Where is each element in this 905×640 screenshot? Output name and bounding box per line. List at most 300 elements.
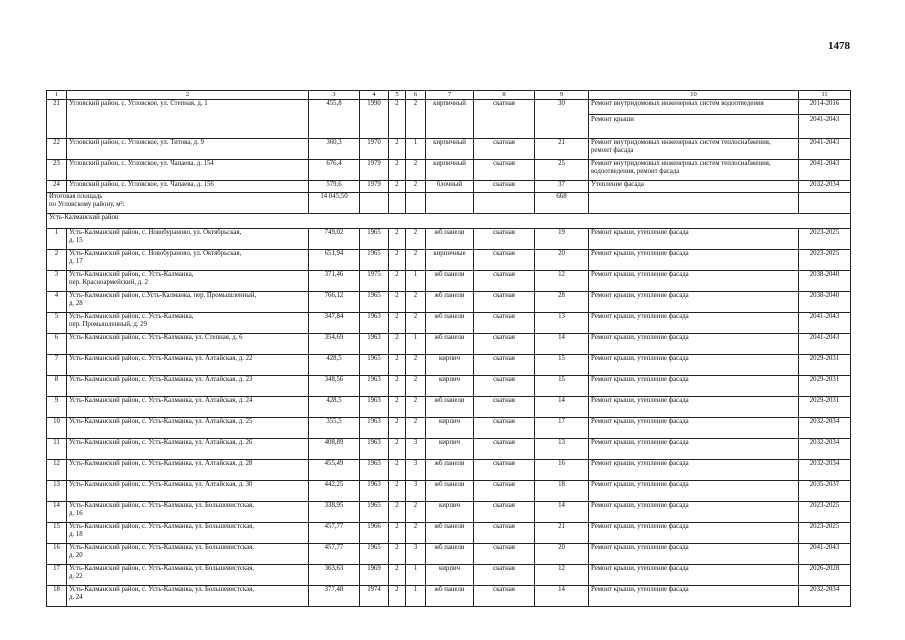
empty-cell (799, 193, 851, 214)
table-row (47, 523, 851, 544)
column-number: 5 (389, 91, 406, 100)
column-number: 1 (47, 91, 67, 100)
empty-cell (406, 193, 426, 214)
address-cell (67, 565, 309, 586)
entrances-cell: 2 (406, 313, 426, 334)
address-line: Усть-Калманский район, с. Усть-Калманка, ул. Большевистская, (69, 586, 254, 593)
period-cell: 2029-2031 (799, 376, 851, 397)
address-line: Усть-Калманский район, с. Усть-Калманка, ул. Алтайская, д. 23 (69, 376, 253, 383)
works-line: Ремонт внутридомовых инженерных систем водоотведения (589, 100, 798, 115)
table-row (47, 565, 851, 586)
table-row (47, 250, 851, 271)
period-cell: 2023-2025 (799, 523, 851, 544)
floors-cell: 2 (389, 544, 406, 565)
entrances-cell: 1 (406, 565, 426, 586)
row-number: 13 (47, 481, 67, 502)
address-line: Усть-Калманский район, с. Усть-Калманка, ул. Алтайская, д. 28 (69, 460, 253, 467)
total-label-line: Итоговая площадь (49, 193, 103, 200)
apartments-cell: 20 (535, 250, 589, 271)
year-cell: 1965 (360, 292, 389, 313)
entrances-cell: 3 (406, 460, 426, 481)
roof-cell: скатная (474, 397, 535, 418)
entrances-cell: 2 (406, 376, 426, 397)
address-cell (67, 397, 309, 418)
works-cell: Ремонт крыши, утепление фасада (589, 544, 799, 565)
row-number: 22 (47, 139, 67, 160)
period-cell: 2041-2043 (799, 544, 851, 565)
roof-cell: скатная (474, 139, 535, 160)
row-number: 16 (47, 544, 67, 565)
works-cell: Ремонт крыши, утепление фасада (589, 418, 799, 439)
address-line: Усть-Калманский район, с. Усть-Калманка, ул. Алтайская, д. 22 (69, 355, 253, 362)
area-cell: 338,95 (309, 502, 360, 523)
area-cell: 651,94 (309, 250, 360, 271)
works-cell: Ремонт крыши, утепление фасада (589, 334, 799, 355)
period-line: 2014-2016 (799, 100, 850, 115)
row-number: 8 (47, 376, 67, 397)
period-cell (799, 100, 851, 139)
address-line: пер. Промышленный, д. 29 (69, 320, 148, 328)
roof-cell: скатная (474, 292, 535, 313)
year-cell: 1963 (360, 439, 389, 460)
works-cell: Ремонт крыши, утепление фасада (589, 439, 799, 460)
works-line: ремонт фасада (591, 146, 634, 154)
row-number: 21 (47, 100, 67, 139)
housing-registry-table (46, 90, 851, 607)
floors-cell: 2 (389, 181, 406, 193)
roof-cell: скатная (474, 100, 535, 139)
works-cell: Ремонт крыши, утепление фасада (589, 481, 799, 502)
roof-cell: скатная (474, 439, 535, 460)
row-number: 1 (47, 229, 67, 250)
area-cell: 360,3 (309, 139, 360, 160)
table-row (47, 418, 851, 439)
roof-cell: скатная (474, 334, 535, 355)
column-number-row (47, 91, 851, 100)
apartments-cell: 13 (535, 313, 589, 334)
table-row (47, 376, 851, 397)
table-row (47, 586, 851, 607)
works-cell: Ремонт крыши, утепление фасада (589, 376, 799, 397)
area-cell: 676,4 (309, 160, 360, 181)
roof-cell: скатная (474, 544, 535, 565)
address-cell (67, 250, 309, 271)
total-area: 14 045,50 (309, 193, 360, 214)
table-row (47, 313, 851, 334)
walls-cell: жб панели (426, 460, 474, 481)
total-label-line: по Угловскому району, м²: (49, 200, 125, 208)
walls-cell: жб панели (426, 481, 474, 502)
area-cell: 348,56 (309, 376, 360, 397)
total-apartments: 668 (535, 193, 589, 214)
roof-cell: скатная (474, 586, 535, 607)
walls-cell: кирпич (426, 565, 474, 586)
works-cell: Ремонт крыши, утепление фасада (589, 271, 799, 292)
period-cell: 2032-2034 (799, 439, 851, 460)
apartments-cell: 14 (535, 397, 589, 418)
period-cell: 2023-2025 (799, 250, 851, 271)
year-cell: 1975 (360, 271, 389, 292)
entrances-cell: 1 (406, 586, 426, 607)
walls-cell: кирпичный (426, 100, 474, 139)
row-number: 9 (47, 397, 67, 418)
address-line: д. 16 (69, 509, 83, 517)
year-cell: 1965 (360, 544, 389, 565)
apartments-cell: 13 (535, 439, 589, 460)
roof-cell: скатная (474, 565, 535, 586)
area-cell: 457,77 (309, 523, 360, 544)
area-cell: 347,84 (309, 313, 360, 334)
floors-cell: 2 (389, 313, 406, 334)
year-cell: 1965 (360, 229, 389, 250)
period-cell: 2032-2034 (799, 460, 851, 481)
floors-cell: 2 (389, 397, 406, 418)
table-row (47, 544, 851, 565)
works-cell: Ремонт крыши, утепление фасада (589, 229, 799, 250)
row-number: 4 (47, 292, 67, 313)
walls-cell: жб панели (426, 334, 474, 355)
address-line: Усть-Калманский район, с. Новобураново, ул. Октябрьская, (69, 250, 242, 257)
period-cell: 2032-2034 (799, 586, 851, 607)
works-cell: Ремонт крыши, утепление фасада (589, 250, 799, 271)
address-cell (67, 292, 309, 313)
column-number: 11 (799, 91, 851, 100)
address-cell (67, 544, 309, 565)
floors-cell: 2 (389, 355, 406, 376)
period-cell: 2038-2040 (799, 271, 851, 292)
address-line: Усть-Калманский район, с. Усть-Калманка, ул. Большевистская, (69, 502, 254, 509)
row-number: 5 (47, 313, 67, 334)
address-line: Усть-Калманский район, с. Усть-Калманка, (69, 271, 194, 278)
entrances-cell: 1 (406, 139, 426, 160)
address-line: Усть-Калманский район, с. Усть-Калманка, ул. Алтайская, д. 26 (69, 439, 253, 446)
year-cell: 1965 (360, 502, 389, 523)
column-number: 6 (406, 91, 426, 100)
roof-cell: скатная (474, 229, 535, 250)
apartments-cell: 17 (535, 418, 589, 439)
roof-cell: скатная (474, 313, 535, 334)
walls-cell: кирпич (426, 439, 474, 460)
column-number: 8 (474, 91, 535, 100)
address-cell (67, 586, 309, 607)
address-line: д. 18 (69, 530, 83, 538)
works-cell: Ремонт крыши, утепление фасада (589, 565, 799, 586)
works-cell (589, 100, 799, 139)
walls-cell: жб панели (426, 229, 474, 250)
year-cell: 1979 (360, 181, 389, 193)
table-row (47, 100, 851, 139)
apartments-cell: 18 (535, 481, 589, 502)
floors-cell: 2 (389, 460, 406, 481)
works-line: Ремонт крыши (591, 116, 634, 123)
entrances-cell: 2 (406, 397, 426, 418)
area-cell: 455,49 (309, 460, 360, 481)
area-cell: 355,5 (309, 418, 360, 439)
apartments-cell: 20 (535, 544, 589, 565)
table-row (47, 481, 851, 502)
address-line: д. 22 (69, 572, 83, 580)
period-line: 2041-2043 (809, 139, 840, 146)
column-number: 9 (535, 91, 589, 100)
apartments-cell: 25 (535, 160, 589, 181)
roof-cell: скатная (474, 523, 535, 544)
area-cell: 442,25 (309, 481, 360, 502)
table-row (47, 334, 851, 355)
area-cell: 579,6 (309, 181, 360, 193)
address-line: д. 17 (69, 257, 83, 265)
area-cell: 354,69 (309, 334, 360, 355)
floors-cell: 2 (389, 565, 406, 586)
area-cell: 363,63 (309, 565, 360, 586)
works-cell: Ремонт крыши, утепление фасада (589, 355, 799, 376)
address-cell (67, 523, 309, 544)
apartments-cell: 14 (535, 502, 589, 523)
apartments-cell: 30 (535, 100, 589, 139)
works-line: Ремонт внутридомовых инженерных систем теплоснабжения, (591, 160, 771, 167)
period-cell: 2029-2031 (799, 397, 851, 418)
roof-cell: скатная (474, 418, 535, 439)
entrances-cell: 1 (406, 271, 426, 292)
year-cell: 1965 (360, 250, 389, 271)
period-cell (799, 160, 851, 181)
address-line: д. 28 (69, 299, 83, 307)
empty-cell (589, 193, 799, 214)
period-line: 2041-2043 (809, 160, 840, 167)
floors-cell: 2 (389, 100, 406, 139)
address-cell: Угловский район, с. Угловское, ул. Степная, д. 1 (67, 100, 309, 139)
period-line: 2032-2034 (809, 181, 840, 188)
table-row (47, 181, 851, 193)
period-cell: 2023-2025 (799, 502, 851, 523)
address-line: Усть-Калманский район, с. Усть-Калманка, ул. Алтайская, д. 25 (69, 418, 253, 425)
table-row (47, 139, 851, 160)
address-line: д. 24 (69, 593, 83, 601)
works-cell: Ремонт крыши, утепление фасада (589, 502, 799, 523)
entrances-cell: 2 (406, 355, 426, 376)
year-cell: 1963 (360, 397, 389, 418)
area-cell: 377,48 (309, 586, 360, 607)
entrances-cell: 2 (406, 502, 426, 523)
period-cell: 2032-2034 (799, 418, 851, 439)
area-cell: 408,89 (309, 439, 360, 460)
row-number: 23 (47, 160, 67, 181)
entrances-cell: 2 (406, 292, 426, 313)
address-cell (67, 271, 309, 292)
apartments-cell: 15 (535, 376, 589, 397)
floors-cell: 2 (389, 418, 406, 439)
entrances-cell: 2 (406, 523, 426, 544)
works-cell: Ремонт крыши, утепление фасада (589, 292, 799, 313)
apartments-cell: 37 (535, 181, 589, 193)
address-cell (67, 460, 309, 481)
apartments-cell: 28 (535, 292, 589, 313)
apartments-cell: 12 (535, 271, 589, 292)
works-cell (589, 160, 799, 181)
walls-cell: жб панели (426, 292, 474, 313)
address-line: Усть-Калманский район, с. Новобураново, ул. Октябрьская, (69, 229, 242, 236)
column-number: 10 (589, 91, 799, 100)
address-line: Усть-Калманский район, с. Усть-Калманка, ул. Степная, д. 6 (69, 334, 243, 341)
column-number: 4 (360, 91, 389, 100)
table-row (47, 271, 851, 292)
year-cell: 1969 (360, 565, 389, 586)
apartments-cell: 14 (535, 334, 589, 355)
year-cell: 1990 (360, 100, 389, 139)
empty-cell (360, 193, 389, 214)
section-title: Усть-Калманский район (47, 214, 851, 229)
empty-cell (426, 193, 474, 214)
floors-cell: 2 (389, 139, 406, 160)
walls-cell: жб панели (426, 271, 474, 292)
period-cell: 2026-2028 (799, 565, 851, 586)
row-number: 10 (47, 418, 67, 439)
works-cell: Ремонт крыши, утепление фасада (589, 460, 799, 481)
floors-cell: 2 (389, 481, 406, 502)
works-cell (589, 181, 799, 193)
period-cell: 2038-2040 (799, 292, 851, 313)
works-cell: Ремонт крыши, утепление фасада (589, 523, 799, 544)
area-cell: 428,5 (309, 397, 360, 418)
walls-cell: кирпичный (426, 139, 474, 160)
table-row (47, 229, 851, 250)
entrances-cell: 3 (406, 439, 426, 460)
page-number: 1478 (828, 40, 850, 52)
address-line: Усть-Калманский район, с. Усть-Калманка, ул. Большевистская, (69, 523, 254, 530)
period-cell (799, 181, 851, 193)
floors-cell: 2 (389, 160, 406, 181)
floors-cell: 2 (389, 523, 406, 544)
works-line: Ремонт внутридомовых инженерных систем теплоснабжения, (591, 139, 771, 146)
apartments-cell: 14 (535, 586, 589, 607)
address-cell (67, 313, 309, 334)
entrances-cell: 2 (406, 181, 426, 193)
year-cell: 1963 (360, 334, 389, 355)
area-cell: 457,77 (309, 544, 360, 565)
entrances-cell: 2 (406, 100, 426, 139)
works-line: водоотведения, ремонт фасада (591, 167, 680, 175)
works-line: Утепление фасада (591, 181, 644, 188)
walls-cell: кирпич (426, 355, 474, 376)
apartments-cell: 19 (535, 229, 589, 250)
row-number: 17 (47, 565, 67, 586)
address-cell (67, 334, 309, 355)
works-cell: Ремонт крыши, утепление фасада (589, 586, 799, 607)
works-cell: Ремонт крыши, утепление фасада (589, 313, 799, 334)
area-cell: 428,5 (309, 355, 360, 376)
roof-cell: скатная (474, 481, 535, 502)
period-cell (799, 139, 851, 160)
column-number: 2 (67, 91, 309, 100)
address-cell: Угловский район, с. Угловское, ул. Чапаева, д. 156 (67, 181, 309, 193)
walls-cell: кирпичный (426, 160, 474, 181)
entrances-cell: 2 (406, 160, 426, 181)
row-number: 18 (47, 586, 67, 607)
column-number: 7 (426, 91, 474, 100)
address-line: Усть-Калманский район, с. Усть-Калманка, ул. Алтайская, д. 30 (69, 481, 253, 488)
address-line: д. 15 (69, 236, 83, 244)
floors-cell: 2 (389, 271, 406, 292)
floors-cell: 2 (389, 334, 406, 355)
period-cell: 2041-2043 (799, 334, 851, 355)
address-cell (67, 439, 309, 460)
floors-cell: 2 (389, 250, 406, 271)
empty-cell (389, 193, 406, 214)
period-cell: 2029-2031 (799, 355, 851, 376)
year-cell: 1963 (360, 460, 389, 481)
works-cell: Ремонт крыши, утепление фасада (589, 397, 799, 418)
year-cell: 1963 (360, 418, 389, 439)
apartments-cell: 16 (535, 460, 589, 481)
address-cell (67, 376, 309, 397)
row-number: 7 (47, 355, 67, 376)
floors-cell: 2 (389, 292, 406, 313)
floors-cell: 2 (389, 229, 406, 250)
table-row (47, 355, 851, 376)
row-number: 11 (47, 439, 67, 460)
apartments-cell: 21 (535, 139, 589, 160)
table-row (47, 160, 851, 181)
floors-cell: 2 (389, 586, 406, 607)
walls-cell: жб панели (426, 523, 474, 544)
area-cell: 455,8 (309, 100, 360, 139)
roof-cell: скатная (474, 355, 535, 376)
address-line: д. 20 (69, 551, 83, 559)
walls-cell: жб панели (426, 397, 474, 418)
walls-cell: жб панели (426, 313, 474, 334)
address-cell (67, 502, 309, 523)
address-cell (67, 229, 309, 250)
roof-cell: скатная (474, 271, 535, 292)
year-cell: 1965 (360, 355, 389, 376)
address-cell (67, 355, 309, 376)
table-row (47, 397, 851, 418)
entrances-cell: 2 (406, 418, 426, 439)
roof-cell: скатная (474, 376, 535, 397)
apartments-cell: 21 (535, 523, 589, 544)
year-cell: 1966 (360, 523, 389, 544)
walls-cell: жб панели (426, 586, 474, 607)
address-line: пер. Красноармейский, д. 2 (69, 278, 148, 286)
area-cell: 371,46 (309, 271, 360, 292)
walls-cell: кирпичные (426, 250, 474, 271)
walls-cell: кирпич (426, 502, 474, 523)
address-cell: Угловский район, с. Угловское, ул. Чапаева, д. 154 (67, 160, 309, 181)
address-cell: Угловский район, с. Угловское, ул. Титова, д. 9 (67, 139, 309, 160)
address-line: Усть-Калманский район, с. Усть-Калманка, ул. Большевистская, (69, 565, 254, 572)
table-row (47, 439, 851, 460)
row-number: 6 (47, 334, 67, 355)
walls-cell: блочный (426, 181, 474, 193)
entrances-cell: 3 (406, 481, 426, 502)
address-cell (67, 418, 309, 439)
roof-cell: скатная (474, 250, 535, 271)
table-row (47, 292, 851, 313)
total-row (47, 193, 851, 214)
entrances-cell: 2 (406, 250, 426, 271)
address-line: Усть-Калманский район, с. Усть-Калманка, ул. Большевистская, (69, 544, 254, 551)
column-number: 3 (309, 91, 360, 100)
floors-cell: 2 (389, 502, 406, 523)
year-cell: 1963 (360, 313, 389, 334)
year-cell: 1979 (360, 160, 389, 181)
entrances-cell: 2 (406, 229, 426, 250)
apartments-cell: 12 (535, 565, 589, 586)
floors-cell: 2 (389, 439, 406, 460)
period-cell: 2041-2043 (799, 313, 851, 334)
address-line: Усть-Калманский район, с. Усть-Калманка, ул. Алтайская, д. 24 (69, 397, 253, 404)
roof-cell: скатная (474, 181, 535, 193)
roof-cell: скатная (474, 460, 535, 481)
